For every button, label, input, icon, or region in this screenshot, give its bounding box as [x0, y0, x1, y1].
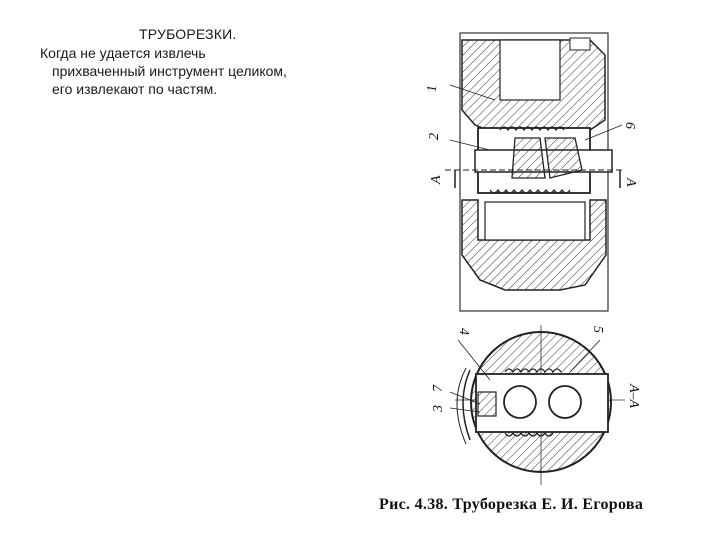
label-1: 1 [425, 85, 440, 92]
body-line-2: прихваченный инструмент целиком, [52, 63, 287, 79]
label-a-right: А [623, 178, 638, 187]
body-line-3: его извлекают по частям. [52, 81, 218, 97]
body-line-1: Когда не удается извлечь [40, 45, 206, 61]
label-section-aa: А–А [626, 384, 641, 409]
figure-caption: Рис. 4.38. Труборезка Е. И. Егорова [379, 496, 644, 513]
label-5: 5 [590, 326, 605, 333]
longitudinal-section-view [445, 33, 625, 311]
cross-section-view [450, 325, 625, 485]
label-4: 4 [456, 328, 471, 335]
label-3: 3 [431, 405, 446, 412]
label-7: 7 [431, 385, 446, 392]
label-2: 2 [427, 133, 442, 140]
label-6: 6 [622, 122, 637, 129]
label-a-left: А [429, 175, 444, 184]
slide-title: ТРУБОРЕЗКИ. [139, 26, 237, 42]
